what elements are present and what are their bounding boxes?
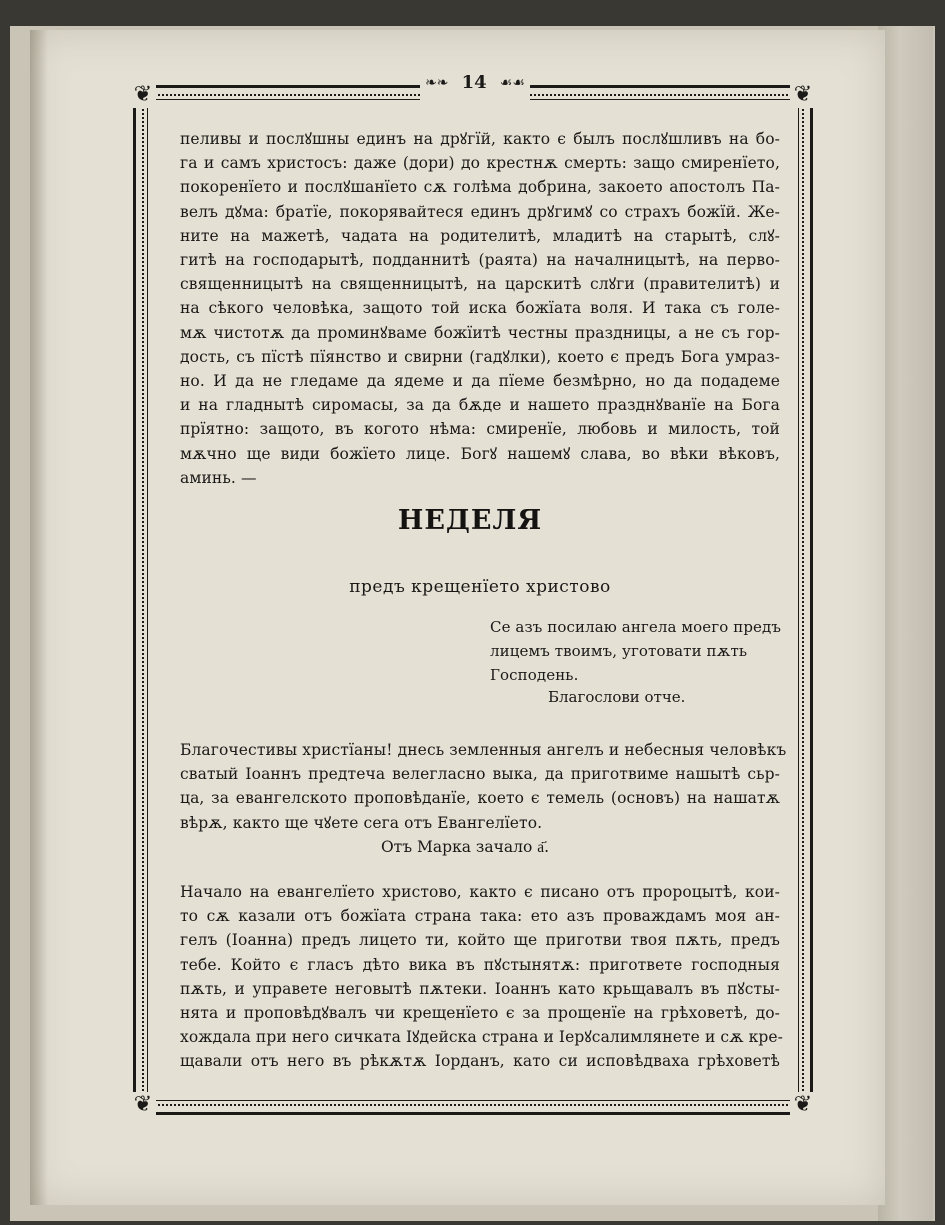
binding-shade	[30, 30, 48, 1205]
page-number-header	[420, 72, 530, 100]
text-line: пѫть, и управете неговытѣ пѫтеки. Іоаннъ като крьщавалъ въ пꙋсты-	[180, 979, 780, 998]
text-line: хождала при него сичката Іꙋдейска страна и Іерꙋсалимлянете и сѫ кре-	[180, 1028, 783, 1047]
fleuron-left-icon: ❧❧	[425, 74, 449, 91]
text-line: щавали отъ него въ рѣкѫтѫ Іорданъ, като си исповѣдваха грѣховетѣ	[180, 1052, 780, 1071]
epigraph-quote	[490, 615, 781, 687]
sermon-paragraph-2	[180, 738, 787, 835]
text-line: нята и проповѣдꙋвалъ чи крещенїето є за прощенїе на грѣховетѣ, до-	[180, 1004, 780, 1023]
text-line: на сѣкого человѣка, защото той иска божїата воля. И така съ голе-	[180, 299, 780, 318]
text-line: и на гладнытѣ сиромасы, за да бѫде и нашето празднꙋванїе на Бога	[180, 396, 780, 415]
text-line: гитѣ на господарытѣ, подданнитѣ (раята) на началницытѣ, на перво-	[180, 251, 780, 270]
text-line: гелъ (Іоанна) предъ лицето ти, който ще приготви твоя пѫть, предъ	[180, 931, 780, 950]
text-line: Господень.	[490, 666, 579, 684]
text-line: мѫ чистотѫ да проминꙋваме божїитѣ честны праздницы, а не съ гор-	[180, 323, 780, 342]
corner-ornament-icon: ❦	[790, 82, 816, 108]
text-line: Се азъ посилаю ангела моего предъ	[490, 618, 781, 636]
text-line: прїятно: защото, въ когото нѣма: смиренїе, любовь и милость, той	[180, 420, 780, 439]
sermon-paragraph-1	[180, 127, 780, 490]
text-line: Начало на евангелїето христово, както є писано отъ пророцытѣ, кои-	[180, 883, 780, 901]
corner-ornament-icon: ❦	[130, 82, 156, 108]
blessing-line: Благослови отче.	[548, 688, 686, 706]
text-line: лицемъ твоимъ, уготовати пѫть	[490, 642, 748, 660]
text-line: дость, съ пїстѣ пїянство и свирни (гадꙋлки), което є предъ Бога умраз-	[180, 347, 780, 366]
text-line: мѫчно ще види божїето лице. Богꙋ нашемꙋ слава, во вѣки вѣковъ,	[180, 444, 780, 463]
text-line: пеливы и послꙋшны единъ на дрꙋгїй, както є былъ послꙋшливъ на бо-	[180, 130, 780, 148]
text-line: то сѫ казали отъ божїата страна така: ето азъ проваждамъ моя ан-	[180, 907, 780, 926]
section-subheading: предъ крещенїето христово	[349, 577, 611, 597]
text-line: аминь. —	[180, 468, 257, 487]
text-line: священницытѣ на священницытѣ, на царскитѣ слꙋги (правителитѣ) и	[180, 275, 780, 294]
section-heading: НЕДЕЛЯ	[397, 505, 543, 536]
text-line: покоренїето и послꙋшанїето сѫ голѣма добрина, закоето апостолъ Па-	[180, 178, 780, 197]
text-line: Благочестивы христїаны! днесь земленныя ангелъ и небесныя человѣкъ	[180, 741, 787, 759]
gospel-reading-title: Отъ Марка зачало а҃.	[380, 838, 550, 856]
page-number: 14	[461, 72, 487, 93]
text-line: ца, за евангелското проповѣданїе, което є темель (основъ) на нашатѫ	[180, 789, 780, 808]
text-line: ните на мажетѣ, чадата на родителитѣ, младитѣ на старытѣ, слꙋ-	[180, 226, 780, 245]
fleuron-right-icon: ☙☙	[499, 74, 525, 91]
page-edge-shadow	[878, 26, 933, 1221]
text-line: но. И да не гледаме да ядеме и да пїеме безмѣрно, но да подадеме	[180, 372, 780, 391]
gospel-paragraph	[180, 880, 783, 1074]
corner-ornament-icon: ❦	[130, 1092, 156, 1118]
text-line: тебе. Който є гласъ дѣто вика въ пꙋстынятѫ: пригответе господныя	[180, 955, 780, 974]
text-line: сватый Іоаннъ предтеча велегласно выка, да приготвиме нашытѣ сьр-	[180, 765, 780, 784]
text-line: велъ дꙋма: братїе, покорявайтеся единъ дрꙋгимꙋ со страхъ божїй. Же-	[180, 202, 780, 221]
corner-ornament-icon: ❦	[790, 1092, 816, 1118]
text-line: вѣрѫ, както ще чꙋете сега отъ Евангелїето.	[180, 813, 543, 832]
text-line: га и самъ христосъ: даже (дори) до крестнѫ смерть: защо смиренїето,	[180, 154, 780, 173]
